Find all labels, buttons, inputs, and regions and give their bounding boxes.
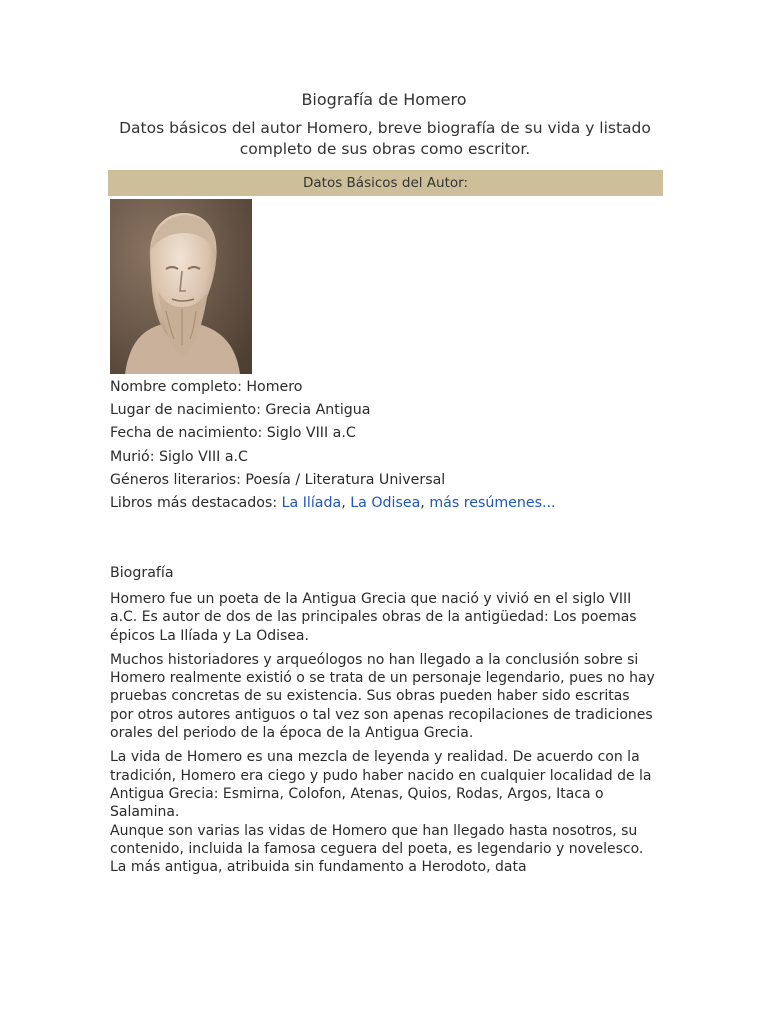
info-label: Libros más destacados: [110, 495, 282, 512]
biography-paragraph: Muchos historiadores y arqueólogos no han llegado a la conclusión sobre si Homero realmente existió o se trata de un personaje legendario, pues no hay pruebas concretas de su existencia. Sus obras pueden haber sido escritas por otros autores antiguos o tal vez son apenas recopilaciones de tradiciones orales del periodo de la época de la Antigua Grecia. [110, 651, 655, 742]
biography-text [110, 590, 655, 882]
page-subtitle: Datos básicos del autor Homero, breve biografía de su vida y listado completo de sus obras como escritor. [119, 119, 651, 158]
info-label: Lugar de nacimiento: [110, 402, 266, 419]
info-row-genres [110, 469, 670, 492]
separator: , [420, 495, 430, 512]
basic-data-list [110, 376, 670, 515]
homer-portrait-image [110, 199, 252, 374]
info-row-birth-date [110, 422, 670, 445]
link-la-iliada[interactable]: La Ilíada [281, 495, 342, 512]
info-row-full-name [110, 376, 670, 399]
info-row-death [110, 446, 670, 469]
biography-paragraph: Aunque son varias las vidas de Homero que han llegado hasta nosotros, su contenido, incluida la famosa ceguera del poeta, es legendario y novelesco. La más antigua, atribuida sin fundamento a Herodoto, data [110, 822, 644, 876]
bust-illustration [110, 199, 252, 374]
biography-paragraph: Homero fue un poeta de la Antigua Grecia que nació y vivió en el siglo VIII a.C. Es autor de dos de las principales obras de la antigüedad: Los poemas épicos La Ilíada y La Odisea. [110, 591, 637, 644]
info-label: Nombre completo: [110, 379, 247, 395]
page-title: Biografía de Homero [301, 90, 467, 109]
separator: , [341, 495, 351, 512]
biography-paragraph: La vida de Homero es una mezcla de leyenda y realidad. De acuerdo con la tradición, Homero era ciego y pudo haber nacido en cualquier localidad de la Antigua Grecia: Esmirna, Colofon, Atenas, Quios, Rodas, Argos, Itaca o Salamina. [110, 749, 652, 821]
info-label: Murió: [110, 448, 159, 465]
link-mas-resumenes[interactable]: más resúmenes... [429, 495, 556, 512]
info-row-birthplace [110, 399, 670, 422]
info-label: Géneros literarios: [110, 471, 246, 488]
info-value: Siglo VIII a.C [266, 425, 356, 442]
basic-data-heading-band: Datos Básicos del Autor: [108, 170, 663, 196]
info-value: Poesía / Literatura Universal [245, 471, 446, 488]
info-value: Grecia Antigua [265, 402, 371, 419]
link-la-odisea[interactable]: La Odisea [350, 495, 421, 512]
info-row-books [110, 492, 670, 515]
info-value: Homero [246, 379, 303, 395]
biography-heading: Biografía [110, 565, 174, 581]
info-label: Fecha de nacimiento: [110, 425, 267, 442]
info-value: Siglo VIII a.C [158, 448, 248, 465]
